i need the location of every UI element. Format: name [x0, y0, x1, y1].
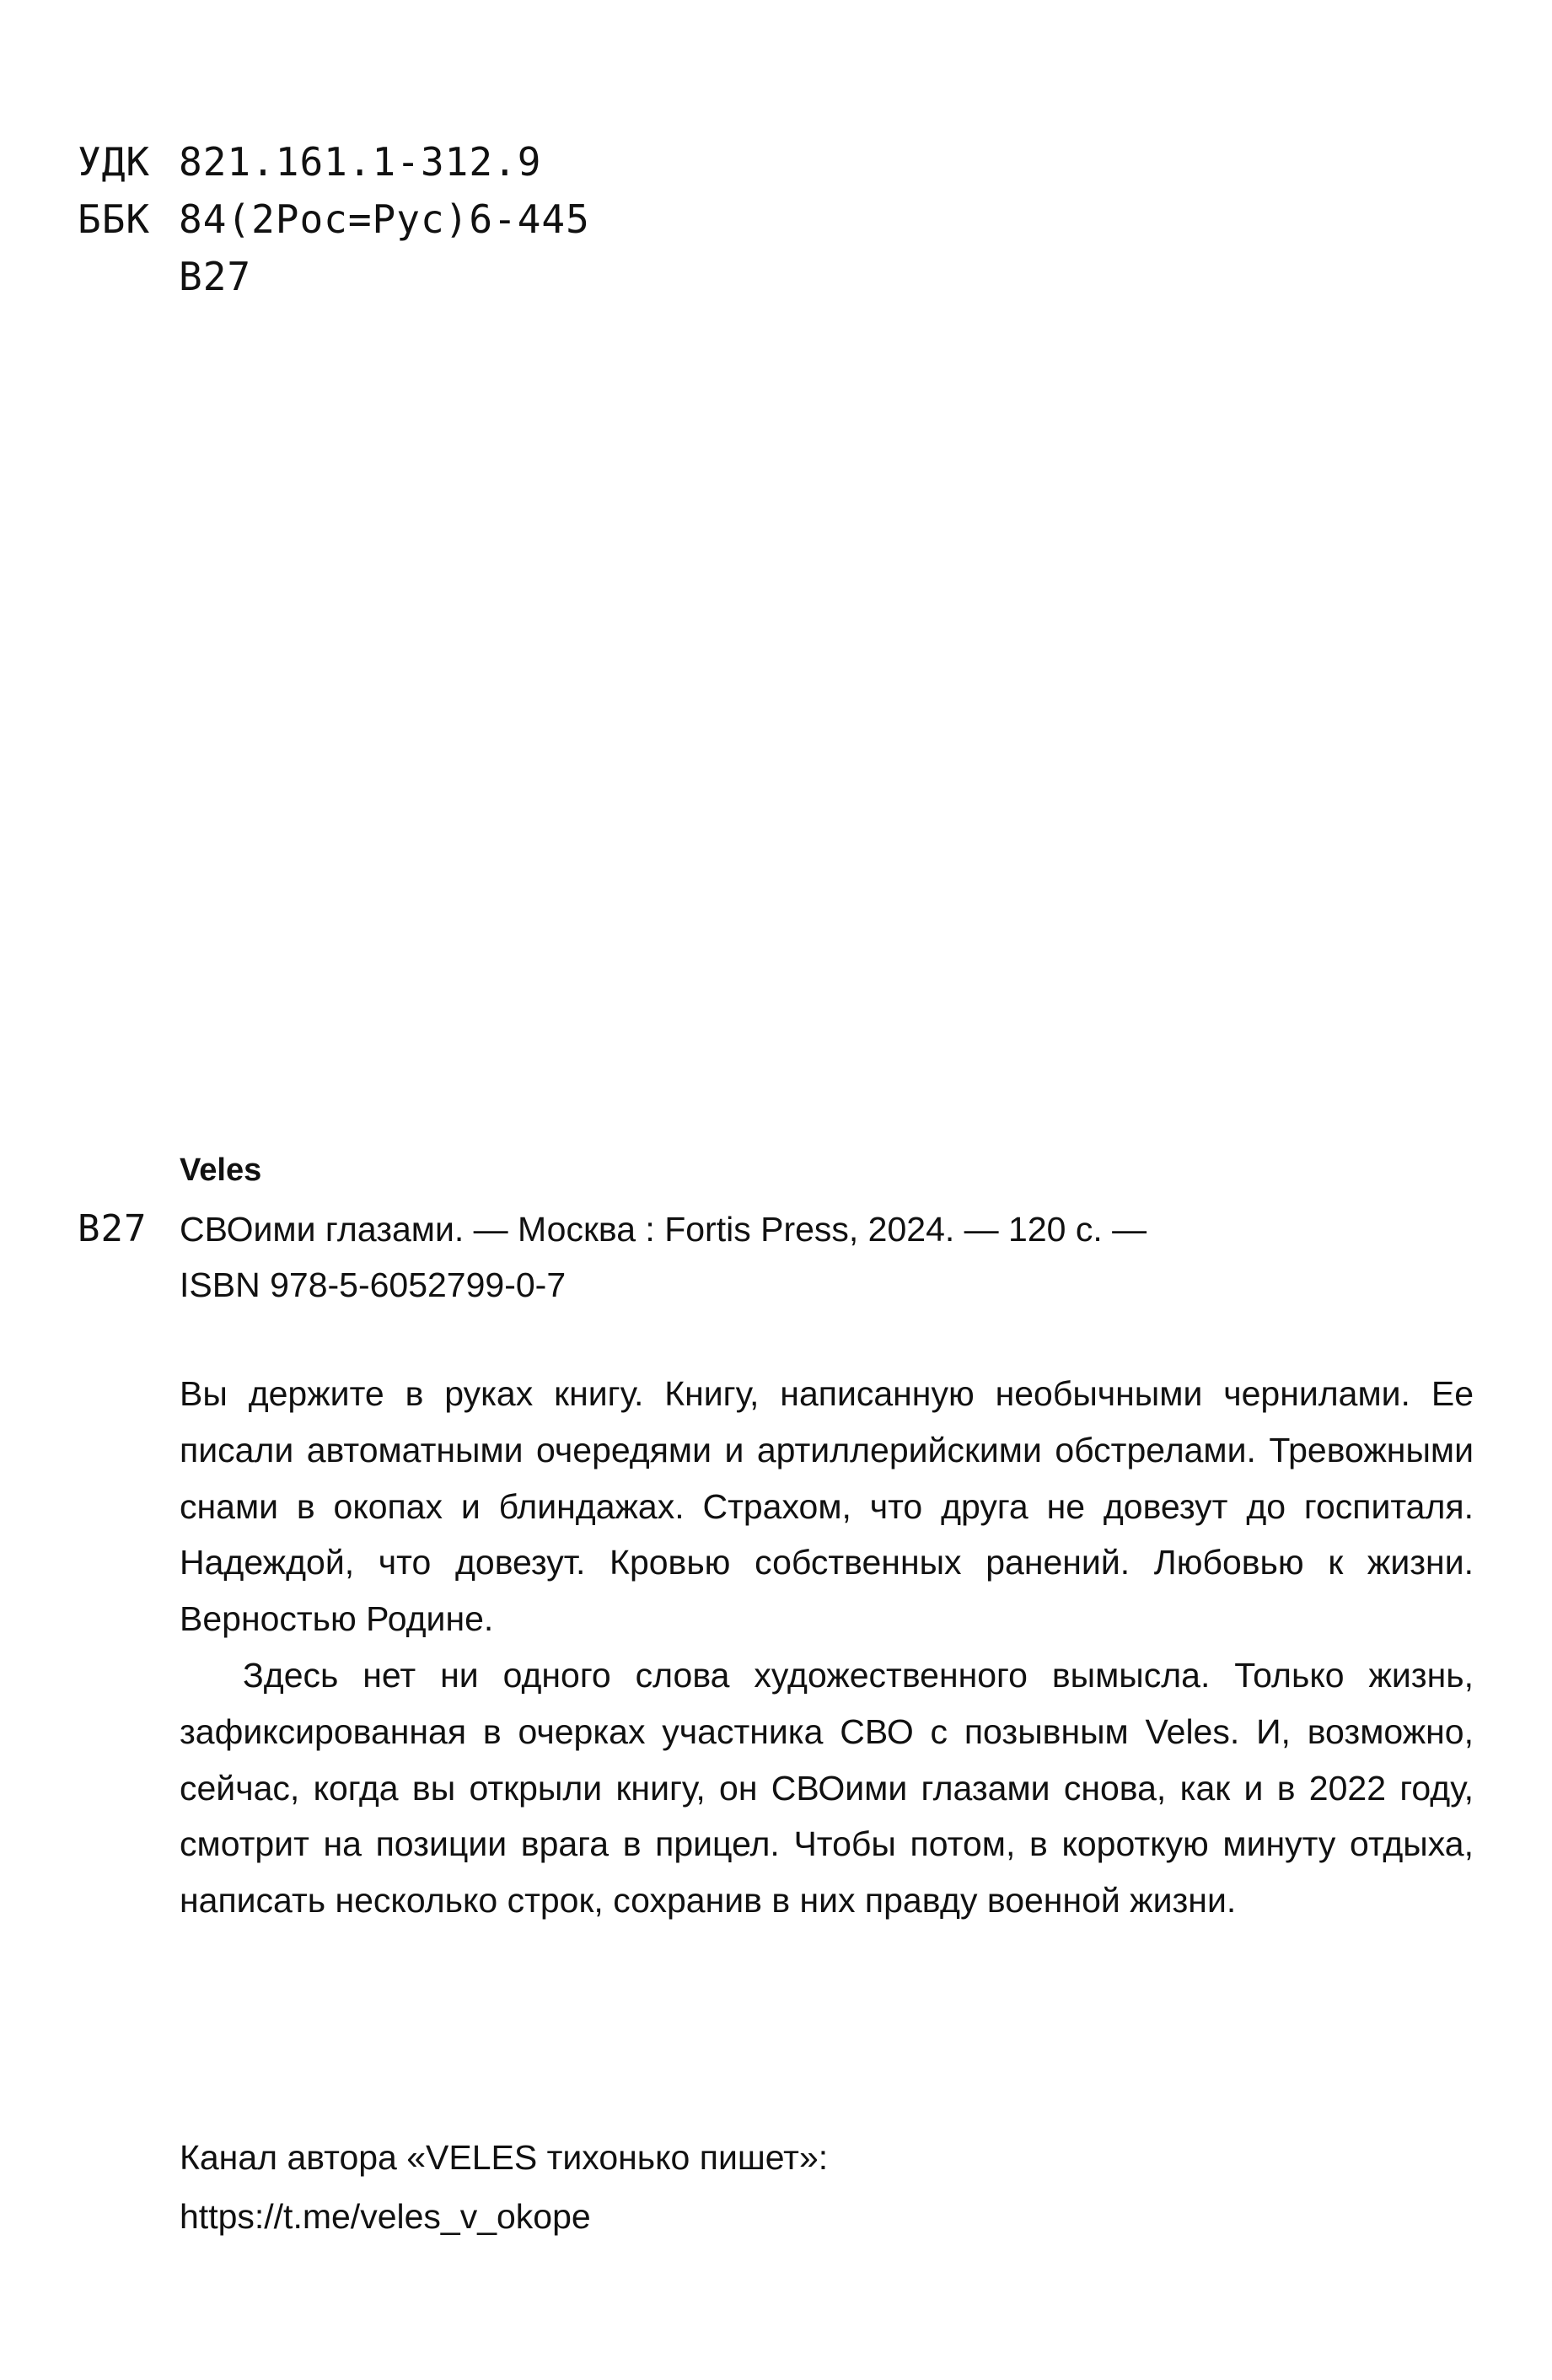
annotation-paragraph-1: Вы держите в руках книгу. Книгу, написанную необычными чернилами. Ее писали автоматными очередями и артиллерийскими обстрелами. Тревожными снами в окопах и блиндажах. Страхом, что друга не довезут до госпиталя. Надеждой, что довезут. Кровью собственных ранений. Любовью к жизни. Верностью Родине. — [180, 1374, 1474, 1639]
entry-author-mark: В27 — [78, 1207, 148, 1250]
udk-value: 821.161.1-312.9 — [179, 139, 542, 185]
bbk-value: 84(2Рос=Рус)6-445 — [179, 196, 590, 242]
udk-label: УДК — [78, 139, 151, 185]
channel-label: Канал автора «VELES тихонько пишет»: — [180, 2138, 829, 2177]
bbk-label: ББК — [78, 196, 151, 242]
entry-isbn-line: ISBN 978-5-6052799-0-7 — [180, 1265, 567, 1304]
annotation — [180, 1366, 1474, 1929]
channel-link: https://t.me/veles_v_okope — [180, 2197, 591, 2236]
annotation-paragraph-2: Здесь нет ни одного слова художественного вымысла. Только жизнь, зафиксированная в очерках участника СВО с позывным Veles. И, возможно, сейчас, когда вы открыли книгу, он СВОими глазами снова, как и в 2022 году, смотрит на позиции врага в прицел. Чтобы потом, в короткую минуту отдыха, написать несколько строк, сохранив в них правду военной жизни. — [180, 1655, 1474, 1921]
author-channel — [180, 2128, 828, 2246]
author-name: Veles — [180, 1152, 262, 1188]
entry-title-line: СВОими глазами. — Москва : Fortis Press, 2024. — 120 с. — — [180, 1210, 1147, 1249]
author-mark: В27 — [179, 254, 252, 299]
